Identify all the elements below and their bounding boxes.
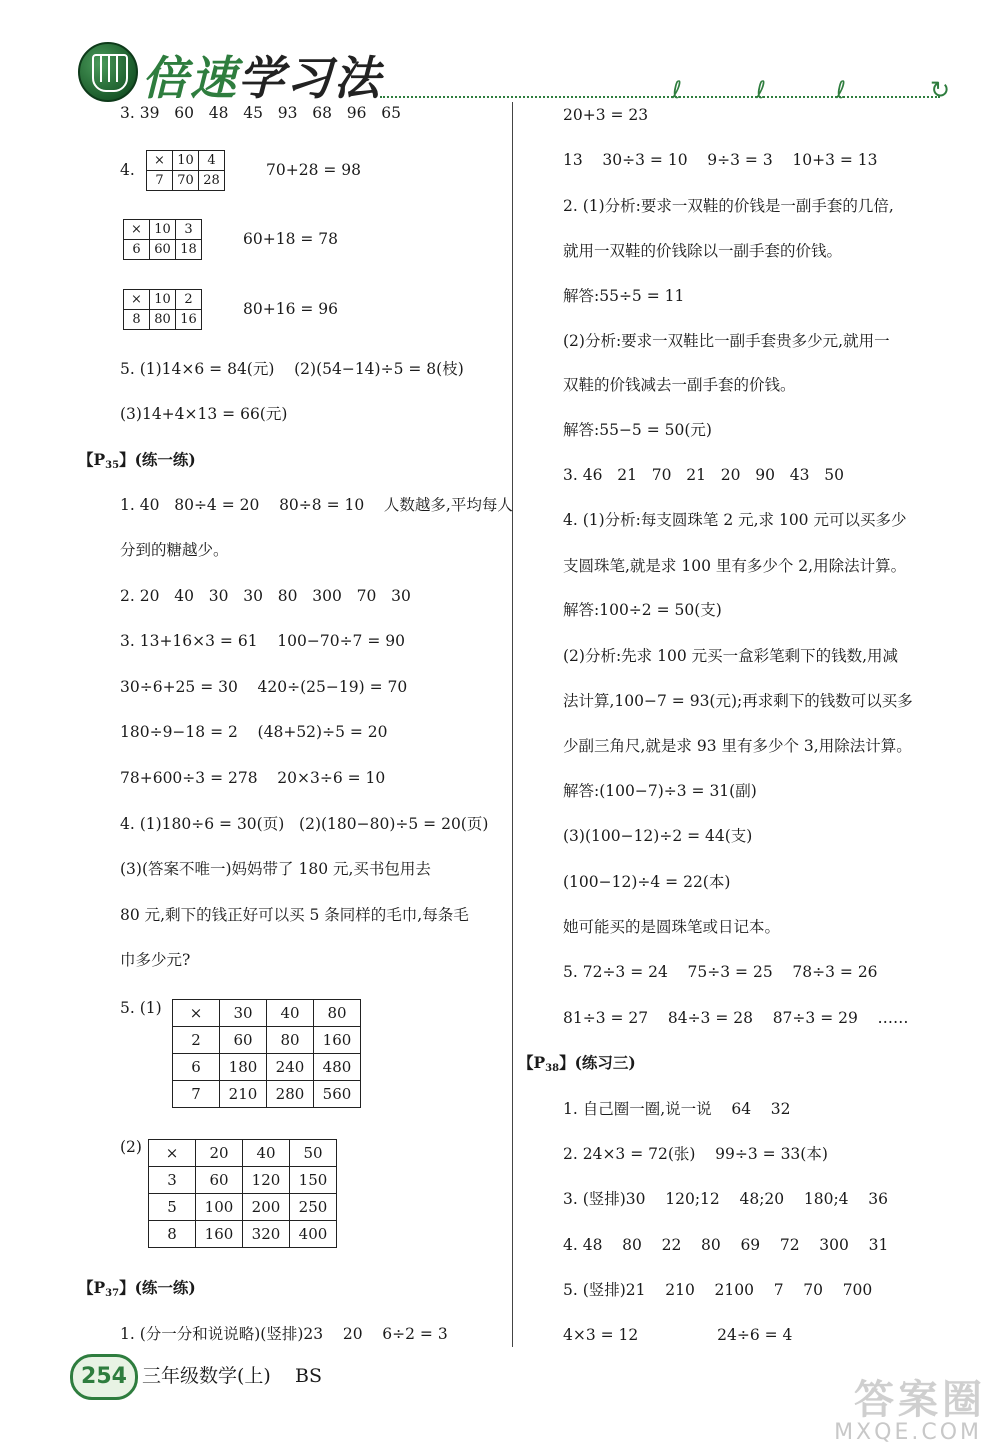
answer-line: (3)14+4×13 = 66(元) [120,405,288,423]
answer-line: 3. 46 21 70 21 20 90 43 50 [563,466,844,484]
answer-line: 2. 20 40 30 30 80 300 70 30 [120,587,411,605]
answer-line: (3)(100−12)÷2 = 44(支) [563,827,753,845]
brand-title: 倍速学习法 [142,51,382,105]
answer-line: 解答:55÷5 = 11 [563,287,685,305]
page-header [0,0,1000,105]
answer-line: 13 30÷3 = 10 9÷3 = 3 10+3 = 13 [563,151,878,169]
answer-line: (3)(答案不唯一)妈妈带了 180 元,买书包用去 [120,860,431,878]
answer-line: 双鞋的价钱减去一副手套的价钱。 [563,376,796,394]
multiplication-table: × 10 3 6 60 18 [123,219,202,260]
answer-line: (2)分析:要求一双鞋比一副手套贵多少元,就用一 [563,332,890,350]
answer-line: 180÷9−18 = 2 (48+52)÷5 = 20 [120,723,388,741]
answer-line: 巾多少元? [120,951,191,969]
answer-line: 解答:(100−7)÷3 = 31(副) [563,782,757,800]
answer-line: 4. 48 80 22 80 69 72 300 31 [563,1236,889,1254]
answer-line: 80+16 = 96 [243,300,338,318]
book-logo-icon [78,42,138,102]
answer-line: 少副三角尺,就是求 93 里有多少个 3,用除法计算。 [563,737,912,755]
answer-line: (100−12)÷4 = 22(本) [563,873,731,891]
section-heading: 【$P_{37}$】(练一练) [78,1278,196,1299]
multiplication-table: × 30 40 80 2 60 80 160 6 180 240 480 7 210 280 560 [172,999,361,1108]
answer-line: 20+3 = 23 [563,106,649,124]
header-dotted-line [380,96,940,98]
answer-line: 2. 24×3 = 72(张) 99÷3 = 33(本) [563,1145,828,1163]
watermark-url: MXQE.COM [834,1420,982,1445]
answer-line: 4. (1)180÷6 = 30(页) (2)(180−80)÷5 = 20(页) [120,815,489,833]
answer-line: 2. (1)分析:要求一双鞋的价钱是一副手套的几倍, [563,197,894,215]
watermark-logo: 答案圈 [854,1377,986,1423]
swirl-decoration-icon: ↻ [930,76,951,104]
answer-line: 支圆珠笔,就是求 100 里有多少个 2,用除法计算。 [563,557,907,575]
swirl-decoration-icon: ℓ [756,76,766,104]
section-heading: 【$P_{38}$】(练习三) [518,1053,636,1074]
answer-line: 4×3 = 12 24÷6 = 4 [563,1326,793,1344]
answer-line: 60+18 = 78 [243,230,338,248]
answer-line: 78+600÷3 = 278 20×3÷6 = 10 [120,769,386,787]
answer-line: 4. (1)分析:每支圆珠笔 2 元,求 100 元可以买多少 [563,511,907,529]
answer-line: 3. 13+16×3 = 61 100−70÷7 = 90 [120,632,405,650]
answer-line: 1. (分一分和说说略)(竖排)23 20 6÷2 = 3 [120,1325,448,1343]
answer-line: 1. 自己圈一圈,说一说 64 32 [563,1100,791,1118]
column-divider [512,102,513,1347]
footer-subject: 三年级数学(上) BS [142,1365,322,1387]
answer-line: 5. (竖排)21 210 2100 7 70 700 [563,1281,873,1299]
answer-line: 80 元,剩下的钱正好可以买 5 条同样的毛巾,每条毛 [120,906,469,924]
answer-line: 5. (1) [120,999,162,1017]
answer-line: 解答:100÷2 = 50(支) [563,601,722,619]
answer-line: 3. (竖排)30 120;12 48;20 180;4 36 [563,1190,888,1208]
multiplication-table: × 20 40 50 3 60 120 150 5 100 200 250 8 160 320 400 [148,1139,337,1248]
answer-line: 分到的糖越少。 [120,541,229,559]
swirl-decoration-icon: ℓ [672,76,682,104]
section-heading: 【$P_{35}$】(练一练) [78,450,196,471]
multiplication-table: × 10 4 7 70 28 [146,150,225,191]
answer-line: 就用一双鞋的价钱除以一副手套的价钱。 [563,242,843,260]
answer-line: 4. [120,161,135,179]
answer-line: 解答:55−5 = 50(元) [563,421,712,439]
answer-line: 81÷3 = 27 84÷3 = 28 87÷3 = 29 …… [563,1009,909,1027]
answer-line: 5. (1)14×6 = 84(元) (2)(54−14)÷5 = 8(枝) [120,360,464,378]
page-number: 254 [70,1354,138,1400]
answer-line: 她可能买的是圆珠笔或日记本。 [563,918,781,936]
answer-line: 5. 72÷3 = 24 75÷3 = 25 78÷3 = 26 [563,963,878,981]
answer-line: 30÷6+25 = 30 420÷(25−19) = 70 [120,678,408,696]
answer-line: (2)分析:先求 100 元买一盒彩笔剩下的钱数,用减 [563,647,899,665]
answer-line: 法计算,100−7 = 93(元);再求剩下的钱数可以买多 [563,692,913,710]
multiplication-table: × 10 2 8 80 16 [123,289,202,330]
answer-line: 70+28 = 98 [266,161,361,179]
swirl-decoration-icon: ℓ [836,76,846,104]
answer-line: (2) [120,1138,142,1156]
answer-line: 3. 39 60 48 45 93 68 96 65 [120,104,401,122]
answer-line: 1. 40 80÷4 = 20 80÷8 = 10 人数越多,平均每人 [120,496,513,514]
